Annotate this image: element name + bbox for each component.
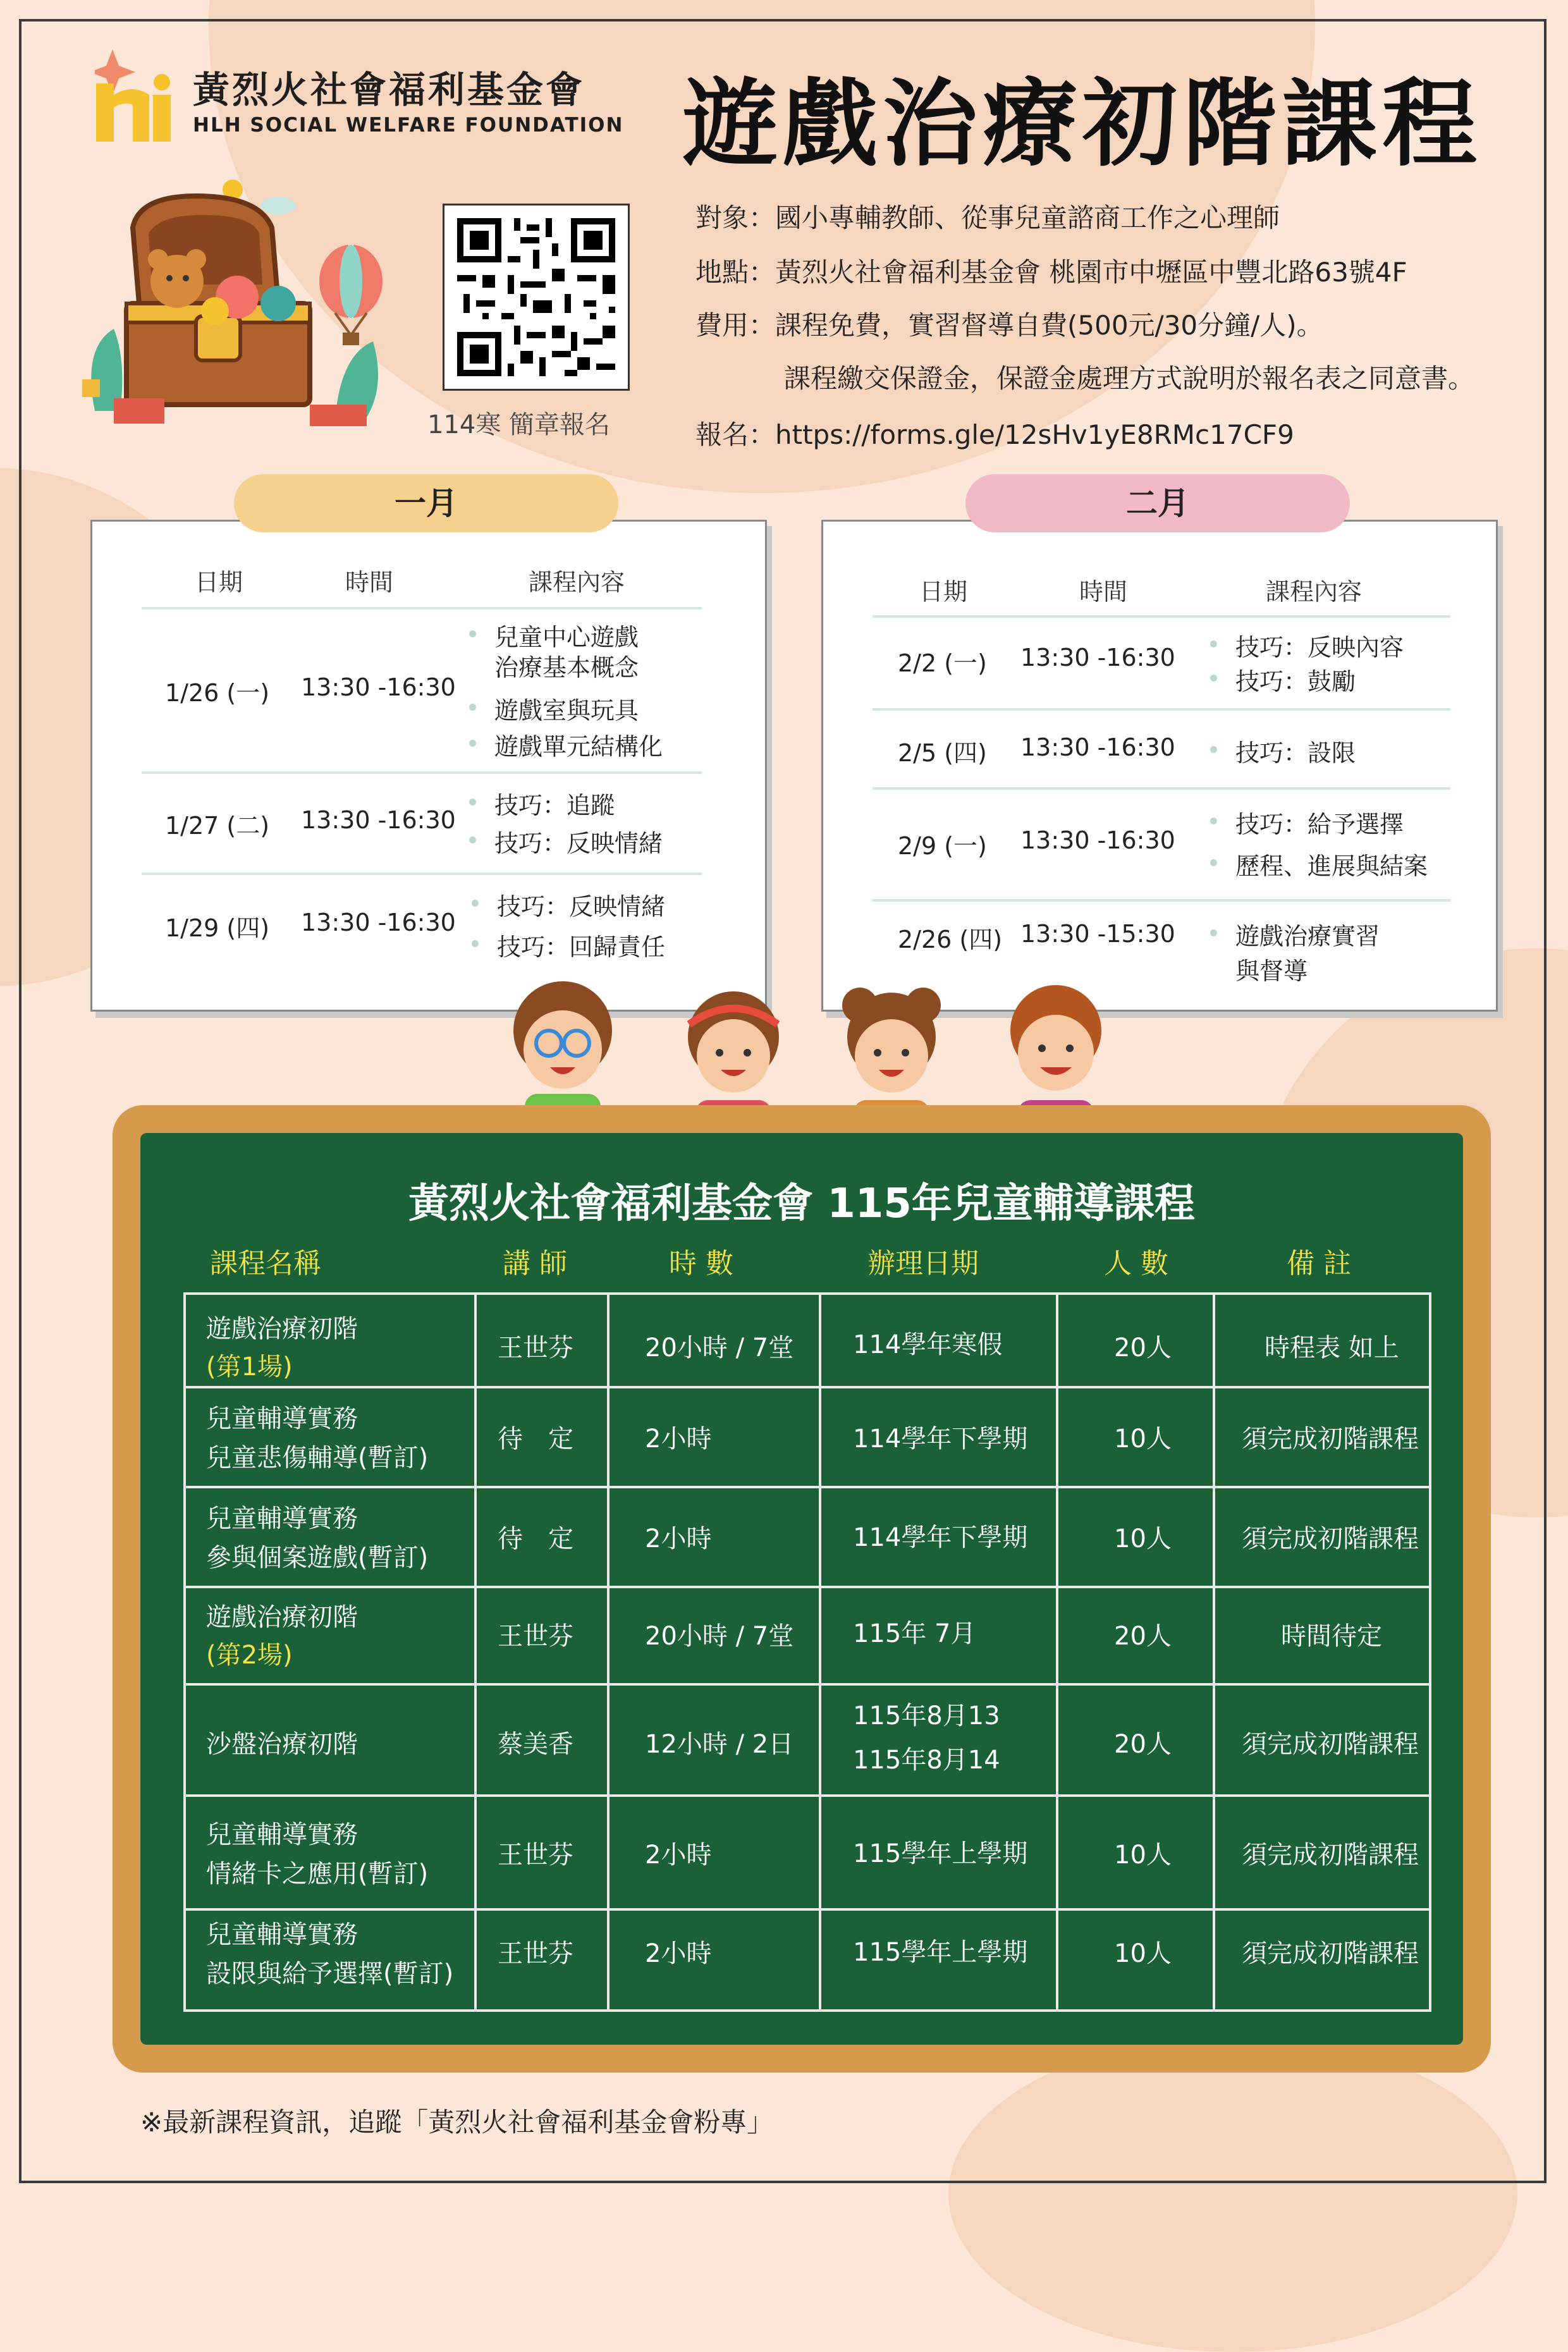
info-fee: 費用：課程免費，實習督導自費(500元/30分鐘/人)。 xyxy=(695,310,1323,341)
board-teacher: 王世芬 xyxy=(498,1939,573,1968)
info-target: 對象：國小專輔教師、從事兒童諮商工作之心理師 xyxy=(695,202,1280,233)
feb-row4-date: 2/26 (四) xyxy=(898,926,1003,953)
feb-divider xyxy=(873,708,1450,711)
board-date: 115學年上學期 xyxy=(853,1938,1028,1967)
board-note: 須完成初階課程 xyxy=(1242,1424,1419,1454)
board-course-subtitle: 情緒卡之應用(暫訂) xyxy=(206,1859,429,1889)
board-course-name: 兒童輔導實務 xyxy=(206,1504,358,1533)
board-header-hours: 時 數 xyxy=(669,1247,733,1280)
board-hours: 2小時 xyxy=(645,1841,712,1870)
board-col-line xyxy=(1429,1292,1431,2012)
board-people: 10人 xyxy=(1114,1424,1172,1454)
board-hours: 20小時 / 7堂 xyxy=(645,1622,794,1651)
board-row-line xyxy=(183,1683,1429,1686)
feb-header-time: 時間 xyxy=(1079,578,1128,606)
feb-row3-date: 2/9 (一) xyxy=(898,832,987,860)
board-teacher: 待 定 xyxy=(498,1424,573,1454)
jan-row2-time: 13:30 -16:30 xyxy=(301,806,456,834)
info-deposit: 課程繳交保證金，保證金處理方式說明於報名表之同意書。 xyxy=(784,363,1475,394)
board-note: 須完成初階課程 xyxy=(1242,1841,1419,1870)
qr-code-icon xyxy=(444,205,628,389)
board-note: 須完成初階課程 xyxy=(1242,1524,1419,1553)
course-chalkboard xyxy=(113,1105,1491,2073)
jan-divider xyxy=(142,771,702,774)
board-teacher: 王世芬 xyxy=(498,1333,573,1363)
board-header-date: 辦理日期 xyxy=(867,1247,979,1280)
board-note: 須完成初階課程 xyxy=(1242,1939,1419,1968)
board-teacher: 蔡美香 xyxy=(498,1730,573,1759)
board-date: 114學年下學期 xyxy=(853,1523,1028,1552)
board-col-line xyxy=(1213,1292,1215,2012)
jan-divider xyxy=(142,607,702,609)
jan-row1-item-cont: 治療基本概念 xyxy=(494,654,639,682)
board-hours: 2小時 xyxy=(645,1424,712,1454)
board-hours: 2小時 xyxy=(645,1939,712,1968)
board-hours: 2小時 xyxy=(645,1524,712,1553)
jan-row1-date: 1/26 (一) xyxy=(165,679,270,707)
feb-row4-item-cont: 與督導 xyxy=(1235,957,1308,985)
board-people: 20人 xyxy=(1114,1622,1172,1651)
board-course-session: (第2場) xyxy=(206,1641,293,1670)
feb-divider xyxy=(873,899,1450,902)
board-course-subtitle: 兒童悲傷輔導(暫訂) xyxy=(206,1443,429,1473)
board-header-people: 人 數 xyxy=(1104,1247,1168,1280)
logo-name-zh: 黃烈火社會福利基金會 xyxy=(193,68,585,111)
feb-divider xyxy=(873,615,1450,618)
jan-header-date: 日期 xyxy=(195,568,243,596)
page-title: 遊戲治療初階課程 xyxy=(683,70,1483,180)
board-col-line xyxy=(1056,1292,1058,2012)
jan-row3-item: 技巧：反映情緒 xyxy=(497,887,665,922)
board-row-line xyxy=(183,1586,1429,1588)
board-date: 115學年上學期 xyxy=(853,1839,1028,1868)
info-location: 地點：黃烈火社會福利基金會 桃園市中壢區中豐北路63號4F xyxy=(695,257,1407,288)
board-date: 114學年下學期 xyxy=(853,1424,1028,1454)
jan-row1-time: 13:30 -16:30 xyxy=(301,673,456,701)
board-course-subtitle: 參與個案遊戲(暫訂) xyxy=(206,1543,429,1572)
board-teacher: 王世芬 xyxy=(498,1622,573,1651)
board-date: 114學年寒假 xyxy=(853,1330,1003,1359)
feb-row3-time: 13:30 -16:30 xyxy=(1020,826,1175,854)
board-row-line xyxy=(183,1486,1429,1488)
board-course-name: 遊戲治療初階 xyxy=(206,1314,358,1344)
feb-row2-time: 13:30 -16:30 xyxy=(1020,733,1175,761)
logo-name-en: HLH SOCIAL WELFARE FOUNDATION xyxy=(193,114,624,137)
board-row-line xyxy=(183,1292,1429,1295)
board-course-name: 沙盤治療初階 xyxy=(206,1730,358,1759)
board-col-line xyxy=(819,1292,821,2012)
board-people: 20人 xyxy=(1114,1333,1172,1363)
board-people: 20人 xyxy=(1114,1730,1172,1759)
feb-header-content: 課程內容 xyxy=(1266,578,1363,606)
board-row-line xyxy=(183,1908,1429,1911)
board-course-name: 兒童輔導實務 xyxy=(206,1820,358,1849)
board-note: 須完成初階課程 xyxy=(1242,1730,1419,1759)
board-course-name: 兒童輔導實務 xyxy=(206,1920,358,1949)
logo-mark-icon xyxy=(95,44,177,152)
board-col-line xyxy=(607,1292,609,2012)
board-date: 115年8月13 xyxy=(853,1701,1000,1730)
board-teacher: 待 定 xyxy=(498,1524,573,1553)
board-note: 時間待定 xyxy=(1281,1622,1382,1651)
registration-qr-code[interactable] xyxy=(443,204,630,391)
board-date: 115年 7月 xyxy=(853,1619,976,1648)
board-teacher: 王世芬 xyxy=(498,1841,573,1870)
jan-row1-item: 遊戲單元結構化 xyxy=(494,727,663,762)
jan-row2-item: 技巧：追蹤 xyxy=(494,786,615,821)
info-registration-link[interactable]: 報名：https://forms.gle/12sHv1yE8RMc17CF9 xyxy=(695,419,1294,450)
february-schedule xyxy=(821,520,1498,1012)
board-row-line xyxy=(183,2009,1429,2012)
feb-row3-item: 歷程、進展與結案 xyxy=(1235,847,1428,881)
board-people: 10人 xyxy=(1114,1841,1172,1870)
february-tab: 二月 xyxy=(965,474,1350,532)
feb-row2-date: 2/5 (四) xyxy=(898,739,987,767)
jan-row3-time: 13:30 -16:30 xyxy=(301,909,456,936)
board-row-line xyxy=(183,1794,1429,1797)
january-tab: 一月 xyxy=(234,474,618,532)
qr-caption: 114寒 簡章報名 xyxy=(427,410,611,439)
board-course-session: (第1場) xyxy=(206,1352,293,1381)
january-schedule xyxy=(90,520,767,1012)
board-course-name: 兒童輔導實務 xyxy=(206,1404,358,1433)
foundation-logo xyxy=(95,44,626,152)
jan-header-time: 時間 xyxy=(345,568,394,596)
board-header-course: 課程名稱 xyxy=(210,1247,321,1280)
board-date-2: 115年8月14 xyxy=(853,1746,1000,1775)
feb-row1-time: 13:30 -16:30 xyxy=(1020,644,1175,671)
board-hours: 12小時 / 2日 xyxy=(645,1730,794,1759)
footer-note: ※最新課程資訊，追蹤「黃烈火社會福利基金會粉專」 xyxy=(140,2107,774,2138)
board-col-line xyxy=(183,1292,186,2012)
board-people: 10人 xyxy=(1114,1939,1172,1968)
feb-row1-date: 2/2 (一) xyxy=(898,649,987,677)
chalkboard-surface xyxy=(140,1133,1463,2045)
feb-row2-item: 技巧：設限 xyxy=(1235,733,1356,768)
board-header-note: 備 註 xyxy=(1287,1247,1351,1280)
jan-row2-date: 1/27 (二) xyxy=(165,812,270,840)
board-people: 10人 xyxy=(1114,1524,1172,1553)
board-row-line xyxy=(183,1386,1429,1388)
treasure-chest-illustration xyxy=(70,171,398,436)
board-course-subtitle: 設限與給予選擇(暫訂) xyxy=(206,1959,454,1988)
board-col-line xyxy=(474,1292,477,2012)
jan-row3-date: 1/29 (四) xyxy=(165,914,270,942)
feb-header-date: 日期 xyxy=(919,578,968,606)
board-title: 黃烈火社會福利基金會 115年兒童輔導課程 xyxy=(408,1180,1195,1227)
board-course-name: 遊戲治療初階 xyxy=(206,1603,358,1632)
board-note: 時程表 如上 xyxy=(1265,1333,1399,1363)
jan-row3-item: 技巧：回歸責任 xyxy=(497,928,665,962)
jan-row2-item: 技巧：反映情緒 xyxy=(494,824,663,859)
board-hours: 20小時 / 7堂 xyxy=(645,1333,794,1363)
jan-row1-item: 遊戲室與玩具 xyxy=(494,691,639,726)
jan-header-content: 課程內容 xyxy=(529,568,625,596)
feb-row1-item: 技巧：鼓勵 xyxy=(1235,662,1356,697)
jan-divider xyxy=(142,873,702,875)
feb-row4-item: 遊戲治療實習 xyxy=(1235,917,1380,952)
feb-row3-item: 技巧：給予選擇 xyxy=(1235,805,1404,840)
feb-divider xyxy=(873,787,1450,790)
jan-row1-item: 兒童中心遊戲 xyxy=(494,618,639,652)
feb-row4-time: 13:30 -15:30 xyxy=(1020,920,1175,948)
feb-row1-item: 技巧：反映內容 xyxy=(1235,628,1404,663)
board-header-teacher: 講 師 xyxy=(503,1247,567,1280)
